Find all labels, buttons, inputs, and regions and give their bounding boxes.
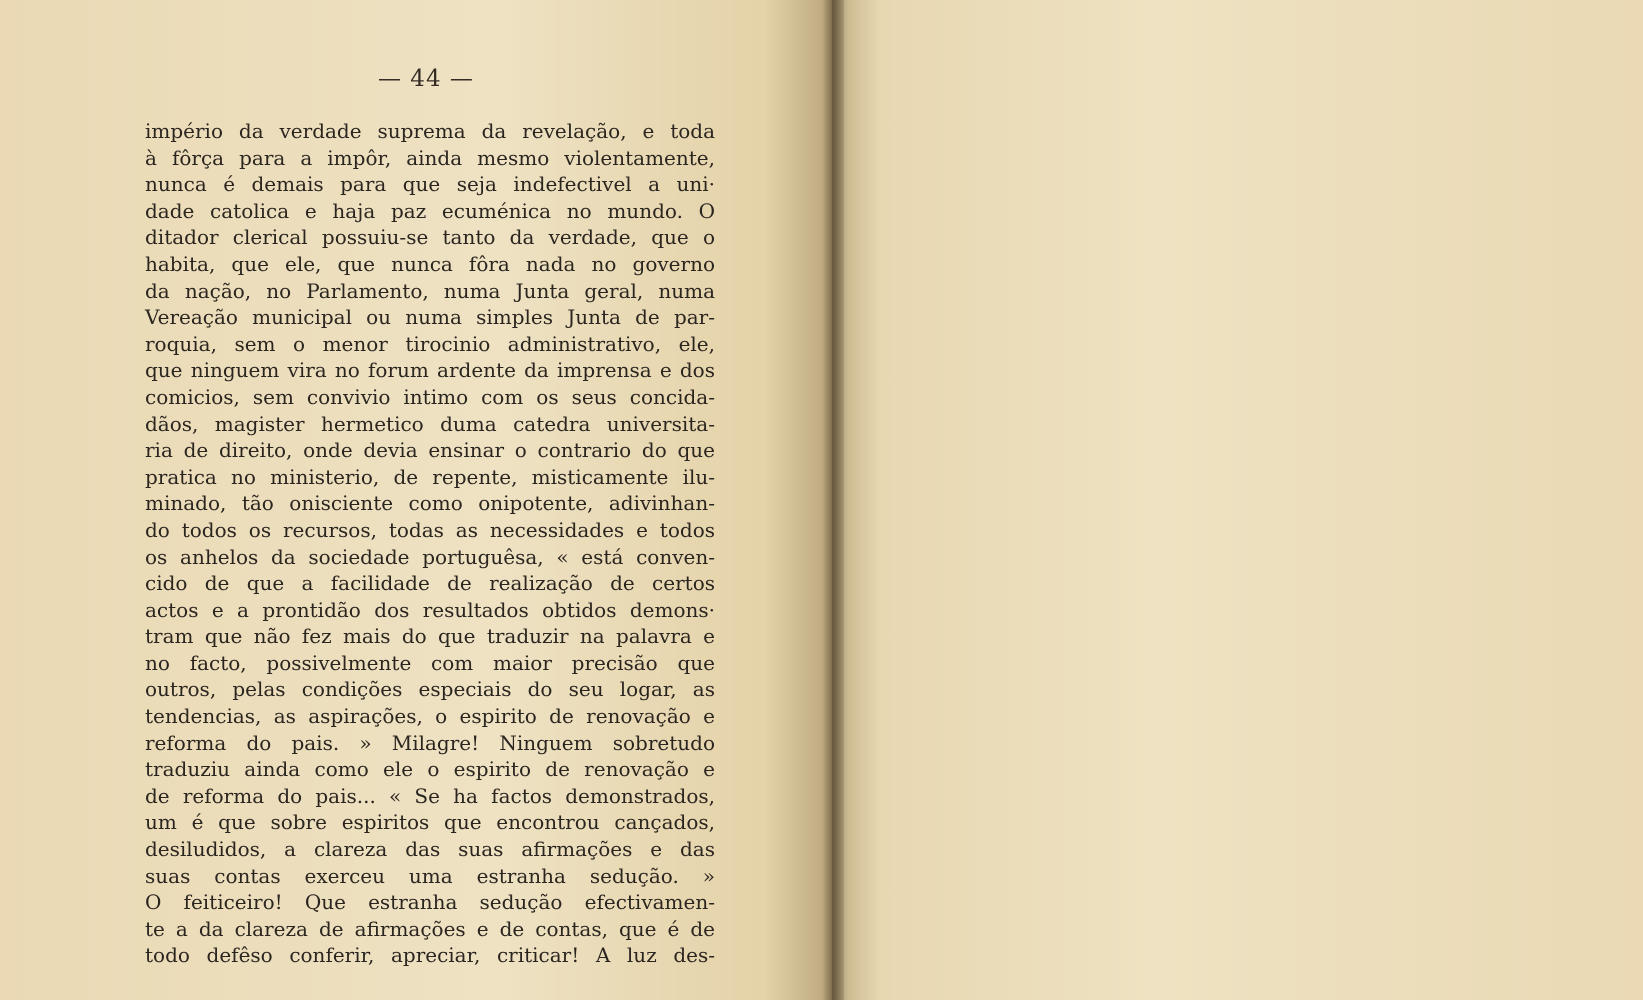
text-line: tram que não fez mais do que traduzir na palavra e xyxy=(145,624,715,649)
text-line: que ninguem vira no forum ardente da imprensa e dos xyxy=(145,358,715,383)
text-line: desiludidos, a clareza das suas afirmações e das xyxy=(145,837,715,862)
left-page-text xyxy=(145,118,715,969)
text-line: de reforma do pais... « Se ha factos demonstrados, xyxy=(145,783,715,808)
text-line: os anhelos da sociedade portuguêsa, « está conven- xyxy=(145,544,715,569)
text-line: todo defêso conferir, apreciar, criticar! A luz des- xyxy=(145,943,715,968)
text-line: reforma do pais. » Milagre! Ninguem sobretudo xyxy=(145,730,715,755)
text-line: tendencias, as aspirações, o espirito de renovação e xyxy=(145,704,715,729)
text-line: habita, que ele, que nunca fôra nada no governo xyxy=(145,251,715,276)
text-line: comicios, sem convivio intimo com os seus concida- xyxy=(145,384,715,409)
text-line: pratica no ministerio, de repente, misticamente ilu- xyxy=(145,464,715,489)
text-line: te a da clareza de afirmações e de contas, que é de xyxy=(145,916,715,941)
text-line: suas contas exerceu uma estranha sedução. » xyxy=(145,863,715,888)
text-line: outros, pelas condições especiais do seu logar, as xyxy=(145,677,715,702)
text-line: O feiticeiro! Que estranha sedução efectivamen- xyxy=(145,890,715,915)
text-line: dade catolica e haja paz ecuménica no mundo. O xyxy=(145,198,715,223)
text-line: à fôrça para a impôr, ainda mesmo violentamente, xyxy=(145,145,715,170)
text-line: minado, tão onisciente como onipotente, adivinhan- xyxy=(145,491,715,516)
page-number: — 44 — xyxy=(378,66,474,92)
text-line: nunca é demais para que seja indefectivel a uni· xyxy=(145,172,715,197)
text-line: Vereação municipal ou numa simples Junta de par- xyxy=(145,305,715,330)
text-line: ditador clerical possuiu-se tanto da verdade, que o xyxy=(145,225,715,250)
text-line: do todos os recursos, todas as necessidades e todos xyxy=(145,517,715,542)
text-line: traduziu ainda como ele o espirito de renovação e xyxy=(145,757,715,782)
text-line: ria de direito, onde devia ensinar o contrario do que xyxy=(145,438,715,463)
text-line: dãos, magister hermetico duma catedra universita- xyxy=(145,411,715,436)
text-line: roquia, sem o menor tirocinio administrativo, ele, xyxy=(145,331,715,356)
right-page xyxy=(832,0,1643,1000)
text-line: império da verdade suprema da revelação, e toda xyxy=(145,119,715,143)
text-line: um é que sobre espiritos que encontrou cançados, xyxy=(145,810,715,835)
book-gutter xyxy=(822,0,844,1000)
text-line: da nação, no Parlamento, numa Junta geral, numa xyxy=(145,278,715,303)
text-line: no facto, possivelmente com maior precisão que xyxy=(145,650,715,675)
text-line: actos e a prontidão dos resultados obtidos demons· xyxy=(145,597,715,622)
text-line: cido de que a facilidade de realização de certos xyxy=(145,571,715,596)
